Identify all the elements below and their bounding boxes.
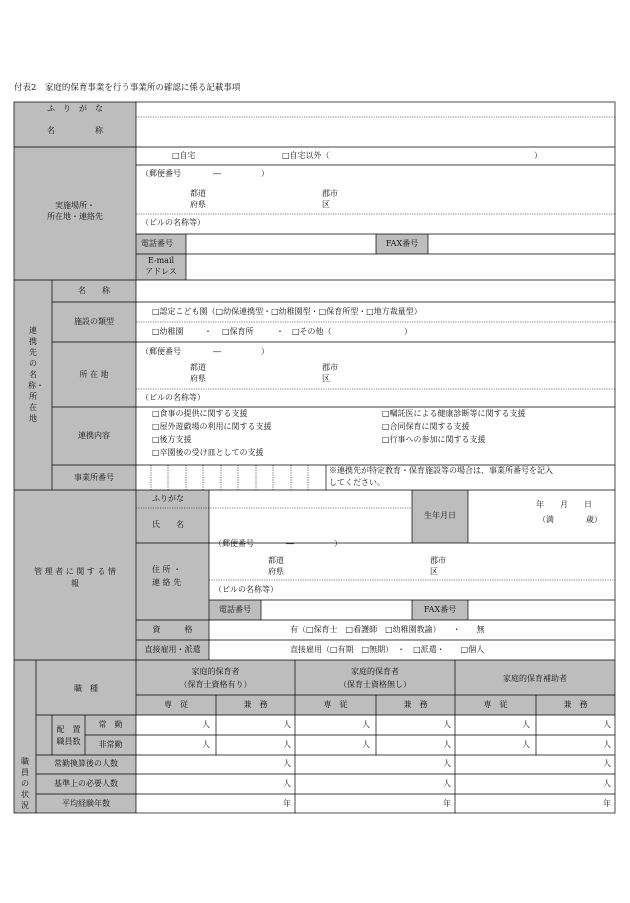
other-checkbox[interactable]: □自宅以外（ bbox=[282, 151, 330, 160]
furigana-label: ふ り が な bbox=[47, 104, 103, 113]
location-gunshi: 郡市 bbox=[322, 189, 338, 198]
col-assistant-parttime: 兼 務 bbox=[563, 700, 588, 709]
type-dot-1: ・ bbox=[204, 327, 212, 336]
type-dot-2: ・ bbox=[276, 327, 284, 336]
unit-regular-2: 人 bbox=[283, 720, 291, 729]
unit-fte-1: 人 bbox=[283, 759, 291, 768]
partner-side-label: 連携先の名称・所在地 bbox=[28, 326, 44, 423]
col-unqualified-parttime: 兼 務 bbox=[403, 700, 428, 709]
office-note-1: ※連携先が特定教育・保育施設等の場合は、事業所番号を記入 bbox=[329, 466, 553, 475]
location-fax-field[interactable] bbox=[429, 235, 614, 253]
unit-fte-3: 人 bbox=[603, 759, 611, 768]
manager-ku: 区 bbox=[430, 567, 438, 576]
name-label: 名 称 bbox=[47, 126, 103, 135]
manager-name-label: 氏 名 bbox=[152, 520, 184, 529]
col-qualified-fulltime: 専 従 bbox=[164, 700, 188, 709]
assigned-label-1: 配 置 bbox=[56, 725, 81, 734]
manager-fuken: 府県 bbox=[268, 567, 284, 576]
location-phone-field[interactable] bbox=[187, 235, 375, 253]
partner-name-label: 名 称 bbox=[78, 286, 110, 295]
partner-todo: 都道 bbox=[190, 363, 206, 372]
col-qualified-1: 家庭的保育者 bbox=[191, 667, 240, 676]
unit-fte-2: 人 bbox=[443, 759, 451, 768]
manager-phone-label: 電話番号 bbox=[219, 605, 251, 614]
unit-nonregular-2: 人 bbox=[283, 740, 291, 749]
support-meal-checkbox[interactable]: □食事の提供に関する支援 bbox=[152, 409, 248, 418]
manager-address-label-1: 住 所 ・ bbox=[152, 565, 182, 574]
staff-side-label: 職員の状況 bbox=[21, 757, 29, 810]
regular-label: 常 勤 bbox=[98, 720, 123, 729]
unit-regular-3: 人 bbox=[362, 720, 370, 729]
location-fuken: 府県 bbox=[190, 200, 206, 209]
partner-postal: （郵便番号 ― ） bbox=[141, 347, 269, 356]
col-assistant-fulltime: 専 従 bbox=[483, 700, 508, 709]
unit-experience-1: 年 bbox=[283, 799, 291, 808]
support-event-checkbox[interactable]: □行事への参加に関する支援 bbox=[382, 435, 486, 444]
col-unqualified-2: （保育士資格無し） bbox=[339, 680, 411, 689]
birth-age: （満 歳） bbox=[538, 515, 602, 524]
unit-regular-4: 人 bbox=[443, 720, 451, 729]
email-field[interactable] bbox=[187, 255, 614, 279]
type-nursery-checkbox[interactable]: □保育所 bbox=[222, 327, 254, 336]
birth-label: 生年月日 bbox=[424, 511, 456, 520]
support-backup-checkbox[interactable]: □後方支援 bbox=[152, 435, 192, 444]
type-kodomoen-checkbox[interactable]: □認定こども園（□幼保連携型・□幼稚園型・□保育所型・□地方裁量型） bbox=[152, 307, 422, 316]
location-phone-label: 電話番号 bbox=[141, 239, 173, 248]
unit-nonregular-6: 人 bbox=[603, 740, 611, 749]
unit-regular-1: 人 bbox=[202, 720, 210, 729]
location-label-1: 実施場所・ bbox=[55, 201, 95, 210]
other-paren-close: ） bbox=[534, 151, 542, 160]
unit-required-3: 人 bbox=[603, 779, 611, 788]
unit-required-1: 人 bbox=[283, 779, 291, 788]
qualification-options[interactable]: 有（□保育士 □看護師 □幼稚園教諭） ・ 無 bbox=[290, 625, 485, 634]
nonregular-label: 非常勤 bbox=[98, 740, 123, 749]
col-unqualified-fulltime: 専 従 bbox=[323, 700, 348, 709]
location-todo: 都道 bbox=[190, 189, 206, 198]
partner-building: （ビルの名称等） bbox=[141, 393, 205, 402]
col-unqualified-1: 家庭的保育者 bbox=[351, 667, 399, 676]
manager-gunshi: 郡市 bbox=[430, 556, 446, 565]
location-postal: （郵便番号 ― ） bbox=[141, 169, 269, 178]
name-field[interactable] bbox=[137, 118, 614, 146]
unit-nonregular-5: 人 bbox=[522, 740, 530, 749]
type-other-close: ） bbox=[404, 327, 412, 336]
employment-options[interactable]: 直接雇用（□有期 □無期） ・ □派遣・ □個人 bbox=[290, 645, 485, 654]
support-health-checkbox[interactable]: □嘱託医による健康診断等に関する支援 bbox=[382, 409, 526, 418]
manager-building: （ビルの名称等） bbox=[214, 585, 278, 594]
manager-todo: 都道 bbox=[268, 556, 284, 565]
manager-label-2: 報 bbox=[71, 579, 79, 588]
form-title: 付表2 家庭的保育事業を行う事業所の確認に係る記載事項 bbox=[14, 83, 241, 93]
assigned-label-2: 職員数 bbox=[56, 737, 81, 746]
office-number-boxes bbox=[151, 465, 308, 490]
type-other-checkbox[interactable]: □その他（ bbox=[292, 327, 332, 336]
employment-label: 直接雇用・派遣 bbox=[144, 645, 201, 654]
support-outdoor-checkbox[interactable]: □屋外遊戯場の利用に関する支援 bbox=[152, 422, 272, 431]
home-checkbox[interactable]: □自宅 bbox=[172, 151, 196, 160]
unit-nonregular-4: 人 bbox=[443, 740, 451, 749]
facility-type-label: 施設の類型 bbox=[74, 317, 114, 326]
manager-fax-label: FAX番号 bbox=[423, 605, 457, 614]
email-label-2: アドレス bbox=[145, 267, 177, 276]
support-graduate-checkbox[interactable]: □卒園後の受け皿としての支援 bbox=[152, 448, 264, 457]
furigana-field[interactable] bbox=[137, 103, 614, 116]
partner-address-label: 所 在 地 bbox=[79, 370, 109, 379]
location-building: （ビルの名称等） bbox=[141, 218, 205, 227]
col-qualified-2: （保育士資格有り） bbox=[179, 680, 252, 689]
unit-nonregular-3: 人 bbox=[362, 740, 370, 749]
unit-required-2: 人 bbox=[443, 779, 451, 788]
required-label: 基準上の必要人数 bbox=[54, 779, 118, 788]
unit-experience-3: 年 bbox=[603, 799, 611, 808]
qualification-label: 資 格 bbox=[152, 625, 193, 634]
partner-gunshi: 郡市 bbox=[322, 363, 338, 372]
email-label-1: E-mail bbox=[147, 256, 175, 265]
fte-label: 常勤換算後の人数 bbox=[54, 759, 118, 768]
office-note-2: してください。 bbox=[329, 478, 385, 487]
location-label-2: 所在地・連絡先 bbox=[47, 212, 103, 221]
unit-nonregular-1: 人 bbox=[202, 740, 210, 749]
manager-address-label-2: 連 絡 先 bbox=[152, 578, 182, 587]
job-label: 職 種 bbox=[74, 684, 98, 693]
partner-fuken: 府県 bbox=[190, 374, 206, 383]
location-fax-label: FAX番号 bbox=[385, 239, 419, 248]
col-qualified-parttime: 兼 務 bbox=[243, 700, 268, 709]
experience-label: 平均経験年数 bbox=[62, 799, 110, 808]
partner-ku: 区 bbox=[322, 374, 330, 383]
manager-postal: （郵便番号 ― ） bbox=[214, 539, 342, 548]
office-number-label: 事業所番号 bbox=[74, 473, 114, 482]
col-assistant: 家庭的保育補助者 bbox=[503, 674, 567, 683]
unit-regular-5: 人 bbox=[522, 720, 530, 729]
type-kindergarten-checkbox[interactable]: □幼稚園 bbox=[152, 327, 184, 336]
content-label: 連携内容 bbox=[78, 431, 110, 440]
unit-regular-6: 人 bbox=[603, 720, 611, 729]
manager-label-1: 管 理 者 に 関 す る 情 bbox=[34, 567, 116, 576]
unit-experience-2: 年 bbox=[443, 799, 451, 808]
location-ku: 区 bbox=[322, 200, 330, 209]
support-joint-checkbox[interactable]: □合同保育に関する支援 bbox=[382, 422, 470, 431]
manager-furigana-label: ふりがな bbox=[152, 494, 184, 503]
birth-ymd: 年 月 日 bbox=[536, 500, 592, 509]
